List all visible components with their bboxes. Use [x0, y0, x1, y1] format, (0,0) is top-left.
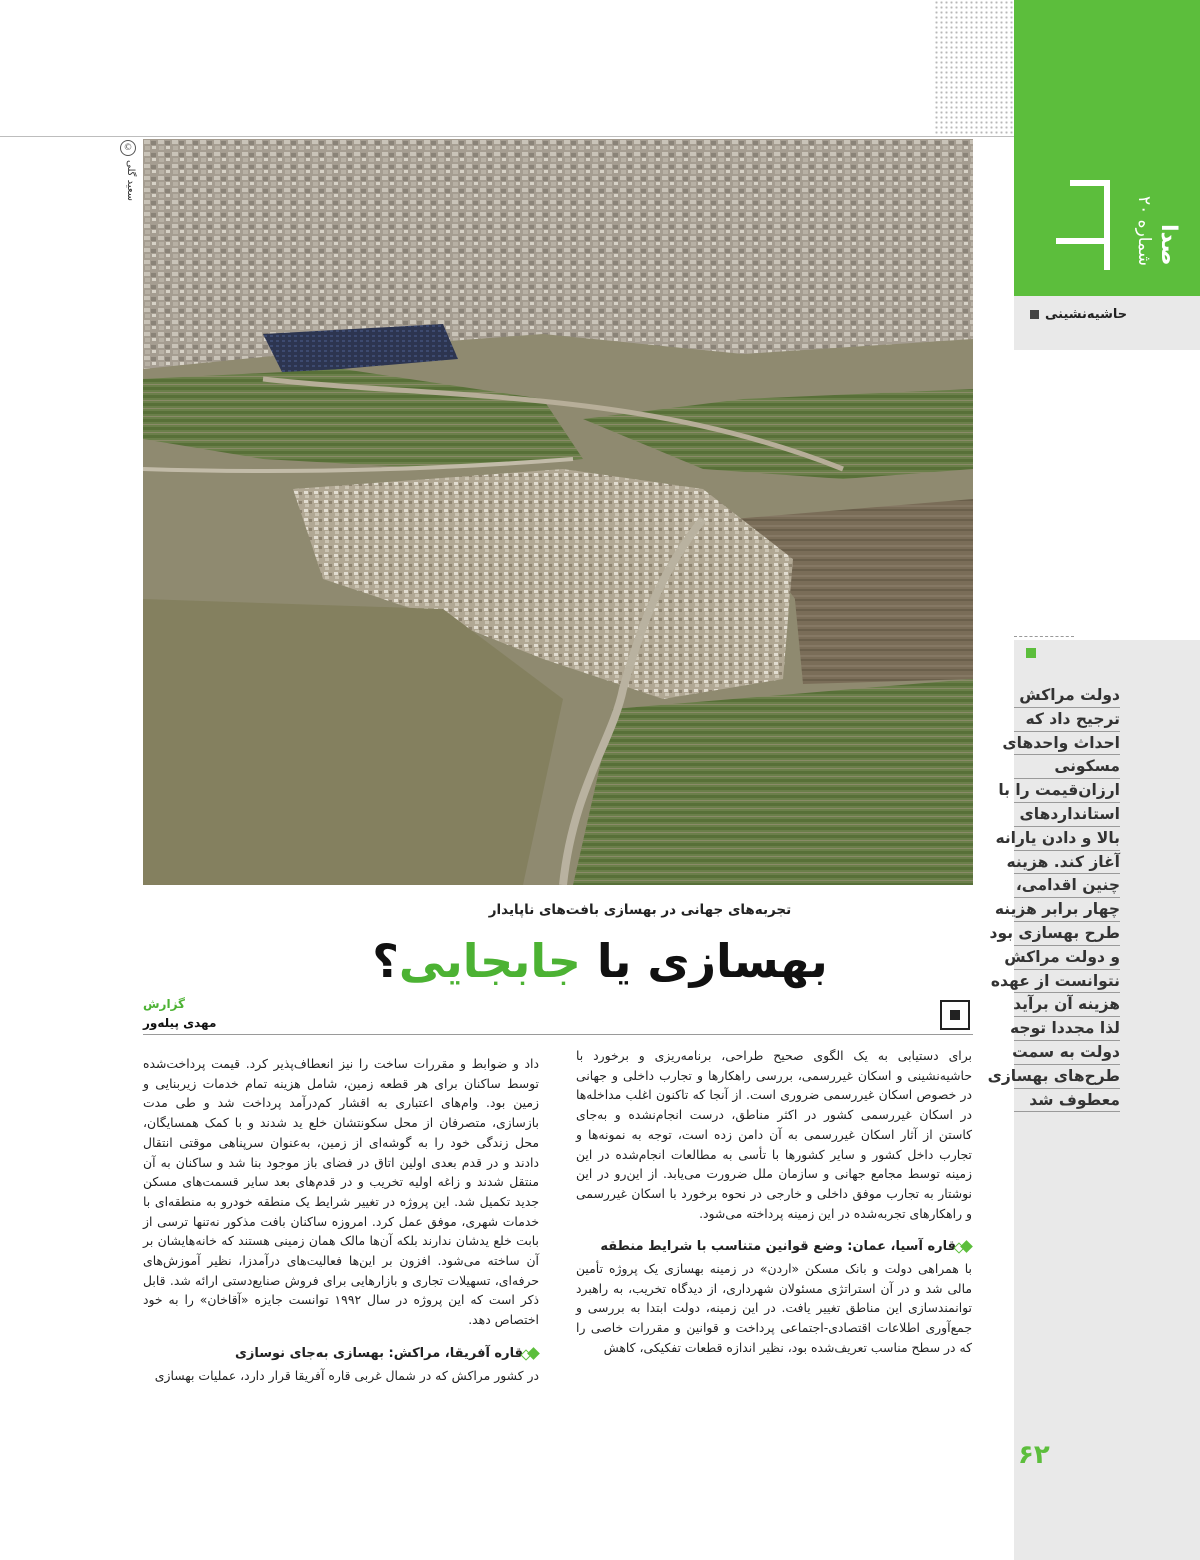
pull-quote-line: ارزان‌قیمت را با [1014, 779, 1120, 803]
logo-text: صدا [1156, 224, 1181, 266]
aerial-photo-graphic [143, 139, 973, 885]
subheading-oman [576, 1237, 972, 1257]
diamond-bullet-icon [962, 1242, 972, 1252]
pull-quote-line: دولت به سمت [1014, 1041, 1120, 1065]
body-paragraph: داد و ضوابط و مقررات ساخت را نیز انعطاف‌پذیر کرد. قیمت پرداخت‌شده توسط ساکنان برای هر قطعه زمین، شامل هزینه تمام خدمات زیربنایی و زمین بود. وام‌های اعتباری به اقشار کم‌درآمد پرداخت شد و طی مدت بازسازی، متصرفان از محل سکونتشان خلع ید شدند و با کمک همسایگان، محل زندگی خود را به گوشه‌ای از زمین، به‌عنوان سرپناهی موقتی انتقال دادند و در قدم بعدی اولین اتاق در فضای باز موجود بنا شد و ساکنان به آن منتقل شدند و زاغه اولیه تخریب و در قدم‌های بعد سایر قسمت‌های مسکن جدید تکمیل شد. این پروژه در تغییر شرایط یک منطقه خودرو به منطقه‌ای با خدمات شهری، موفق عمل کرد. امروزه ساکنان بافت مذکور نه‌تنها ترسی از بابت خلع یدشان ندارند بلکه آن‌ها مالک همان زمینی هستند که خانه‌هایشان بر آن ساخته می‌شود. افزون بر این‌ها فعالیت‌های درآمدزا، نظیر آموزش‌های حرفه‌ای، تسهیلات تجاری و بازارهایی برای فروش صنایع‌دستی ارائه شد. قابل ذکر است که این پروژه در سال ۱۹۹۲ توانست جایزه «آقاخان» را به خود اختصاص دهد. [143, 1056, 539, 1328]
corner-square-icon [940, 1000, 970, 1030]
aerial-photo [143, 139, 973, 885]
pull-quote-line: لذا مجددا توجه [1014, 1017, 1120, 1041]
pull-quote-line: استانداردهای [1014, 803, 1120, 827]
photo-credit: سعید گلی [125, 160, 136, 202]
pull-quote [987, 684, 1120, 1112]
pull-quote-line: احداث واحدهای [1014, 732, 1120, 756]
article-title [260, 926, 940, 996]
diamond-bullet-icon [529, 1349, 539, 1359]
body-column-right [576, 1046, 972, 1372]
article-kicker: تجربه‌های جهانی در بهسازی بافت‌های ناپایدار [488, 902, 792, 918]
section-name: حاشیه‌نشینی [1045, 306, 1128, 322]
pull-quote-line: چهار برابر هزینه [1014, 898, 1120, 922]
body-column-left [143, 1054, 539, 1399]
green-square-icon [1026, 648, 1036, 658]
section-square-icon [1030, 310, 1039, 319]
magazine-logo [1080, 186, 1180, 266]
sidebar-dashed-rule [1014, 636, 1074, 637]
section-label [1030, 302, 1180, 326]
body-paragraph: با همراهی دولت و بانک مسکن «اردن» در زمینه بهسازی یک پروژه تأمین مالی شد و در آن استراتژی مسئولان شهرداری، از دیدگاه تخریب، به راهبرد توانمندسازی این مناطق تغییر یافت. در این زمینه، دولت ابتدا به بررسی و جمع‌آوری اطلاعات اقتصادی-اجتماعی پرداخت و قوانین و مقررات خاصی را که در سطح مناسب تعریف‌شده بود، نظیر اندازه قطعات تفکیکی، کاهش [576, 1261, 972, 1355]
title-question-mark: ؟ [372, 934, 399, 988]
title-accent: جابجایی [398, 934, 581, 988]
pull-quote-line: ترجیح داد که [1014, 708, 1120, 732]
pull-quote-line: مسکونی [1014, 755, 1120, 779]
subheading-morocco [143, 1344, 539, 1364]
pull-quote-line: نتوانست از عهده [1014, 970, 1120, 994]
header-green-block [1014, 0, 1200, 136]
sidebar-white-block [1014, 350, 1200, 640]
pull-quote-line: دولت مراکش [1014, 684, 1120, 708]
pull-quote-line: هزینه آن برآید [1014, 993, 1120, 1017]
subheading-text: قاره آفریقا، مراکش: بهسازی به‌جای نوسازی [234, 1345, 523, 1361]
pull-quote-line: معطوف شد [1014, 1089, 1120, 1113]
pull-quote-line: طرح بهسازی بود [1014, 922, 1120, 946]
issue-label: شماره ۲۰ [1133, 195, 1154, 266]
page-number: ۶۲ [1018, 1440, 1050, 1470]
byline-rule [143, 1034, 973, 1035]
body-paragraph: در کشور مراکش که در شمال غربی قاره آفریقا قرار دارد، عملیات بهسازی [154, 1367, 539, 1383]
pull-quote-line: و دولت مراکش [1014, 946, 1120, 970]
pull-quote-line: بالا و دادن یارانه [1014, 827, 1120, 851]
title-part-1: بهسازی یا [580, 934, 828, 988]
intro-paragraph: برای دستیابی به یک الگوی صحیح طراحی، برنامه‌ریزی و برخورد با حاشیه‌نشینی و اسکان غیررسمی، بررسی راهکارها و تجارب داخلی و جهانی در خصوص اسکان غیررسمی ضروری است. از آنجا که تاکنون اغلب مداخله‌ها در اسکان غیررسمی کشور در اکثر مناطق، درست انجام‌نشده و به‌جای کاستن از آثار اسکان غیررسمی به آن دامن زده است، توجه به نمونه‌ها و تجارب داخل کشور و سایر کشورها با تأسی به مطالعات انجام‌شده در این زمینه توسط مجامع جهانی و سازمان ملل ضرورت می‌یابد. از این‌رو در این نوشتار به تجارب موفق داخلی و خارجی در نحوه برخورد با اسکان غیررسمی و راهکارهای تجربه‌شده در این زمینه پرداخته می‌شود. [576, 1048, 972, 1221]
copyright-icon: © [120, 140, 136, 156]
pull-quote-line: طرح‌های بهسازی [1014, 1065, 1120, 1089]
author-name: مهدی پیله‌ور [143, 1016, 217, 1030]
pull-quote-line: آغاز کند. هزینه [1014, 851, 1120, 875]
article-type-label: گزارش [143, 997, 186, 1011]
subheading-text: قاره آسیا، عمان: وضع قوانین متناسب با شرایط منطقه [600, 1239, 956, 1255]
pull-quote-line: چنین اقدامی، [1014, 874, 1120, 898]
header-dot-pattern [934, 0, 1014, 136]
